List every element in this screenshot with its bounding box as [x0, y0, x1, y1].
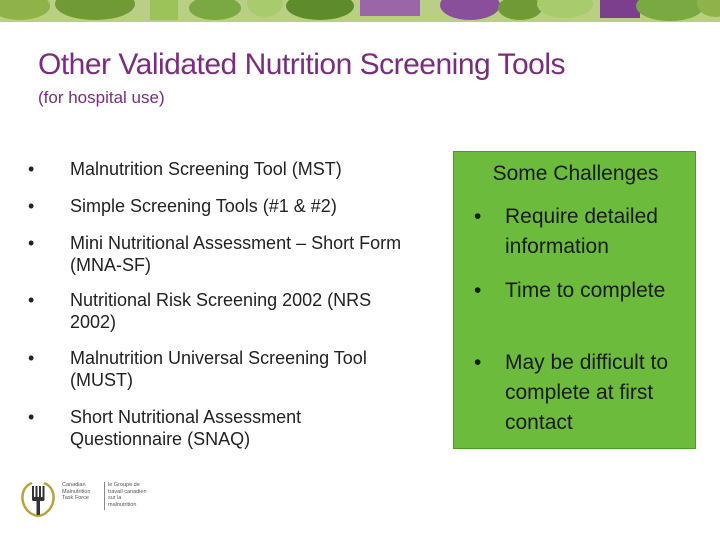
- tool-label: Simple Screening Tools (#1 & #2): [70, 196, 337, 216]
- logo-text-french: le Groupe de travail canadien sur la malnutrition: [108, 482, 147, 508]
- challenges-heading: Some Challenges: [492, 162, 659, 185]
- page-subtitle: (for hospital use): [38, 88, 165, 107]
- logo-text-english: Canadian Malnutrition Task Force: [62, 482, 91, 501]
- tool-label: Short Nutritional Assessment Questionnaire (SNAQ): [70, 407, 302, 449]
- logo-divider: [104, 482, 105, 510]
- bullet: •: [474, 205, 482, 228]
- bullet: •: [28, 407, 35, 427]
- bullet: •: [28, 348, 35, 368]
- bullet: •: [28, 196, 35, 216]
- challenge-label: May be difficult to complete at first contact: [505, 351, 669, 434]
- vegetable-banner-art: [0, 0, 720, 22]
- page-title: Other Validated Nutrition Screening Tools: [38, 48, 566, 81]
- challenge-label: Time to complete: [505, 279, 666, 302]
- vegetable-banner: [0, 0, 720, 22]
- tool-label: Nutritional Risk Screening 2002 (NRS 2002): [70, 290, 372, 332]
- tool-label: Malnutrition Screening Tool (MST): [70, 159, 342, 179]
- tool-label: Mini Nutritional Assessment – Short Form (MNA-SF): [70, 233, 402, 275]
- bullet: •: [28, 233, 35, 253]
- fork-icon: [18, 480, 58, 520]
- bullet: •: [28, 159, 35, 179]
- challenge-label: Require detailed information: [505, 205, 658, 258]
- bullet: •: [474, 279, 482, 302]
- tool-label: Malnutrition Universal Screening Tool (MUST): [70, 348, 367, 390]
- bullet: •: [474, 351, 482, 374]
- challenges-box: [453, 151, 696, 449]
- cmtf-logo: [18, 478, 148, 524]
- bullet: •: [28, 290, 35, 310]
